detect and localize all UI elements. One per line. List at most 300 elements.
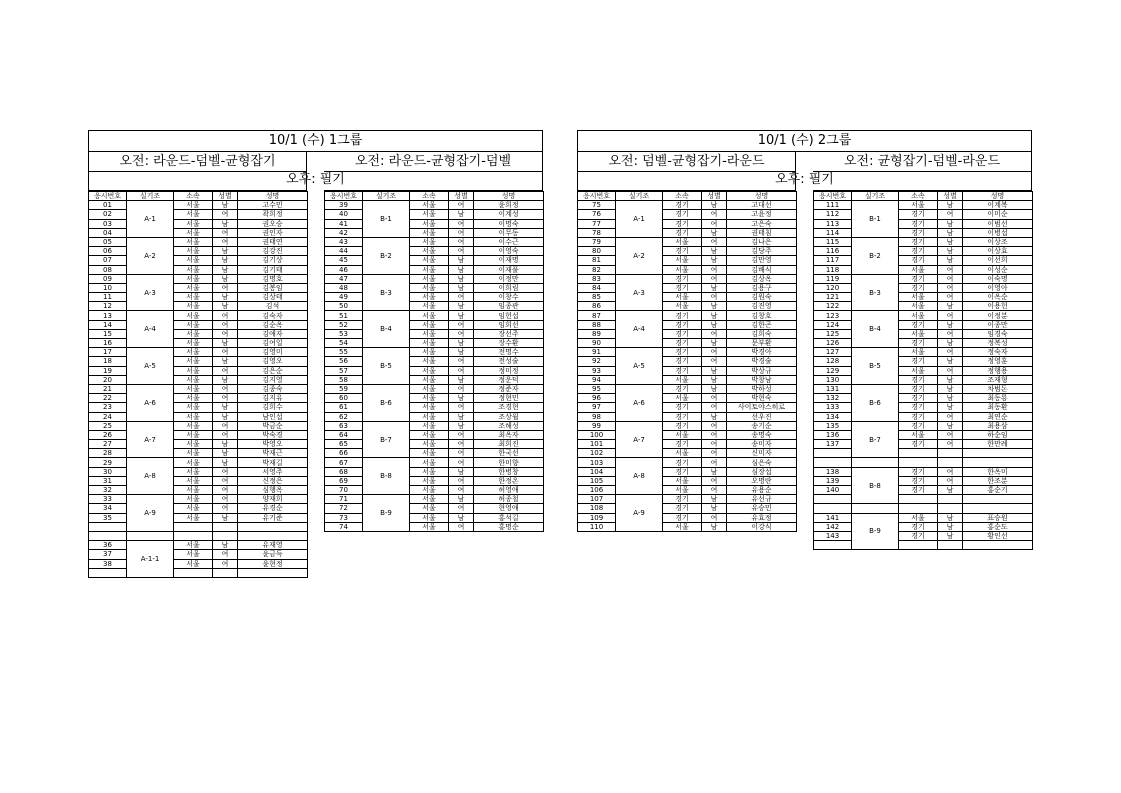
group1-title: 10/1 (수) 1그룹 (88, 131, 543, 152)
exam-number-cell: 24 (89, 412, 127, 421)
affiliation-cell: 경기 (899, 274, 938, 283)
table-row (325, 219, 544, 228)
table-row (325, 329, 544, 338)
table-row (89, 421, 308, 430)
table-row (89, 283, 308, 292)
exam-number-cell: 30 (89, 467, 127, 476)
exam-number-cell: 22 (89, 394, 127, 403)
table-row (325, 357, 544, 366)
gender-cell: 남 (449, 283, 474, 292)
table-row (578, 219, 797, 228)
affiliation-cell: 서울 (410, 467, 449, 476)
table-row (89, 201, 308, 210)
practical-group-cell: B-3 (363, 274, 410, 311)
affiliation-cell: 서울 (174, 458, 213, 467)
affiliation-cell: 서울 (410, 210, 449, 219)
name-cell: 김기상 (238, 256, 308, 265)
exam-number-cell: 125 (814, 329, 852, 338)
name-cell: 박재근 (238, 449, 308, 458)
gender-cell: 여 (702, 210, 727, 219)
column-header: 실기조 (616, 192, 663, 201)
affiliation-cell: 서울 (174, 283, 213, 292)
affiliation-cell: 경기 (899, 210, 938, 219)
name-cell: 이병섭 (963, 228, 1033, 237)
gender-cell: 남 (702, 495, 727, 504)
name-cell: 고은숙 (727, 219, 797, 228)
gender-cell: 여 (938, 311, 963, 320)
name-cell: 유승민 (727, 504, 797, 513)
name-cell: 김희수 (238, 403, 308, 412)
table-row (325, 237, 544, 246)
exam-number-cell: 142 (814, 522, 852, 531)
exam-number-cell: 75 (578, 201, 616, 210)
gender-cell: 남 (213, 247, 238, 256)
gender-cell: 남 (449, 495, 474, 504)
exam-number-cell: 123 (814, 311, 852, 320)
name-cell (963, 449, 1033, 458)
table-row (578, 412, 797, 421)
affiliation-cell: 서울 (174, 256, 213, 265)
table-row (325, 421, 544, 430)
affiliation-cell: 서울 (174, 228, 213, 237)
affiliation-cell: 서울 (663, 430, 702, 439)
table-row (325, 384, 544, 393)
exam-number-cell: 50 (325, 302, 363, 311)
exam-number-cell: 95 (578, 384, 616, 393)
table-row (325, 320, 544, 329)
table-row (325, 412, 544, 421)
practical-group-cell: A-3 (127, 274, 174, 311)
table-row (89, 559, 308, 568)
exam-number-cell: 28 (89, 449, 127, 458)
table-row (89, 403, 308, 412)
practical-group-cell: A-8 (127, 458, 174, 495)
table-row (89, 522, 308, 531)
name-cell: 홍석길 (474, 513, 544, 522)
practical-group-cell: A-5 (616, 348, 663, 385)
affiliation-cell: 서울 (174, 219, 213, 228)
table-row (578, 458, 797, 467)
affiliation-cell: 서울 (663, 256, 702, 265)
table-row (578, 210, 797, 219)
gender-cell: 남 (449, 513, 474, 522)
name-cell: 현영애 (474, 504, 544, 513)
gender-cell: 남 (938, 237, 963, 246)
affiliation-cell: 경기 (899, 467, 938, 476)
table-row (325, 274, 544, 283)
name-cell: 정영훈 (963, 357, 1033, 366)
group1-left-roster (88, 191, 308, 578)
affiliation-cell: 서울 (174, 237, 213, 246)
gender-cell: 남 (213, 256, 238, 265)
gender-cell: 여 (702, 513, 727, 522)
gender-cell: 여 (213, 320, 238, 329)
affiliation-cell: 경기 (899, 486, 938, 495)
affiliation-cell: 서울 (410, 449, 449, 458)
table-row (814, 522, 1033, 531)
affiliation-cell: 서울 (410, 412, 449, 421)
exam-number-cell: 12 (89, 302, 127, 311)
name-cell: 황인선 (963, 531, 1033, 540)
table-row (89, 237, 308, 246)
exam-number-cell: 77 (578, 219, 616, 228)
gender-cell: 남 (213, 440, 238, 449)
name-cell: 표승원 (963, 513, 1033, 522)
exam-number-cell: 29 (89, 458, 127, 467)
affiliation-cell: 서울 (410, 247, 449, 256)
exam-number-cell: 118 (814, 265, 852, 274)
affiliation-cell: 서울 (663, 449, 702, 458)
gender-cell: 여 (449, 357, 474, 366)
table-row (89, 311, 308, 320)
affiliation-cell: 경기 (899, 384, 938, 393)
gender-cell: 여 (449, 403, 474, 412)
table-row (814, 311, 1033, 320)
gender-cell: 여 (213, 430, 238, 439)
exam-number-cell: 40 (325, 210, 363, 219)
affiliation-cell: 서울 (410, 320, 449, 329)
table-row (89, 412, 308, 421)
column-header: 성별 (938, 192, 963, 201)
affiliation-cell: 서울 (899, 201, 938, 210)
affiliation-cell: 서울 (899, 513, 938, 522)
gender-cell: 남 (213, 403, 238, 412)
affiliation-cell: 경기 (663, 412, 702, 421)
table-row (89, 513, 308, 522)
affiliation-cell: 서울 (174, 274, 213, 283)
gender-cell: 여 (938, 366, 963, 375)
affiliation-cell: 서울 (410, 219, 449, 228)
affiliation-cell: 서울 (174, 348, 213, 357)
name-cell: 이상효 (963, 247, 1033, 256)
gender-cell: 남 (702, 467, 727, 476)
exam-number-cell: 26 (89, 430, 127, 439)
name-cell: 한병창 (474, 467, 544, 476)
table-row (578, 293, 797, 302)
exam-number-cell: 46 (325, 265, 363, 274)
table-row (325, 440, 544, 449)
gender-cell: 남 (938, 522, 963, 531)
exam-number-cell: 79 (578, 237, 616, 246)
table-row (814, 348, 1033, 357)
affiliation-cell: 서울 (174, 375, 213, 384)
gender-cell: 여 (702, 421, 727, 430)
name-cell: 김진영 (727, 302, 797, 311)
gender-cell: 여 (449, 440, 474, 449)
gender-cell: 남 (702, 228, 727, 237)
practical-group-cell: A-8 (616, 458, 663, 495)
exam-number-cell: 76 (578, 210, 616, 219)
exam-number-cell: 111 (814, 201, 852, 210)
name-cell: 김나은 (727, 237, 797, 246)
exam-number-cell: 64 (325, 430, 363, 439)
table-row (814, 320, 1033, 329)
name-cell: 김종숙 (238, 384, 308, 393)
affiliation-cell: 경기 (663, 283, 702, 292)
table-row (89, 504, 308, 513)
affiliation-cell: 서울 (899, 366, 938, 375)
exam-number-cell: 19 (89, 366, 127, 375)
table-row (325, 366, 544, 375)
gender-cell: 남 (938, 228, 963, 237)
table-row (578, 265, 797, 274)
name-cell: 이계성 (474, 210, 544, 219)
name-cell: 최희진 (474, 440, 544, 449)
table-row (814, 237, 1033, 246)
affiliation-cell: 서울 (174, 467, 213, 476)
practical-group-cell: B-1 (852, 201, 899, 238)
name-cell: 이용헌 (963, 302, 1033, 311)
exam-number-cell: 139 (814, 476, 852, 485)
name-cell: 윤희정 (474, 201, 544, 210)
exam-number-cell: 103 (578, 458, 616, 467)
exam-number-cell: 37 (89, 550, 127, 559)
exam-number-cell: 137 (814, 440, 852, 449)
exam-number-cell: 15 (89, 329, 127, 338)
name-cell: 한정온 (474, 476, 544, 485)
gender-cell: 여 (449, 449, 474, 458)
name-cell: 김여일 (238, 339, 308, 348)
table-row (325, 476, 544, 485)
practical-group-cell: B-5 (852, 348, 899, 385)
gender-cell: 여 (702, 403, 727, 412)
table-row (814, 201, 1033, 210)
exam-number-cell: 09 (89, 274, 127, 283)
affiliation-cell: 서울 (663, 237, 702, 246)
group1-left-am-schedule: 오전: 라운드-덤벨-균형잡기 (89, 152, 306, 172)
name-cell: 김상태 (238, 293, 308, 302)
exam-number-cell: 41 (325, 219, 363, 228)
name-cell: 이선희 (963, 256, 1033, 265)
name-cell: 김애자 (238, 329, 308, 338)
exam-number-cell: 136 (814, 430, 852, 439)
name-cell: 유효정 (727, 513, 797, 522)
affiliation-cell: 서울 (174, 504, 213, 513)
name-cell: 서영주 (238, 467, 308, 476)
table-row (814, 293, 1033, 302)
affiliation-cell: 서울 (174, 357, 213, 366)
name-cell: 고대선 (727, 201, 797, 210)
gender-cell: 여 (213, 384, 238, 393)
exam-number-cell: 68 (325, 467, 363, 476)
exam-number-cell: 94 (578, 375, 616, 384)
exam-number-cell: 39 (325, 201, 363, 210)
name-cell: 정준자 (474, 384, 544, 393)
gender-cell: 남 (938, 247, 963, 256)
table-row (89, 228, 308, 237)
exam-number-cell: 57 (325, 366, 363, 375)
exam-number-cell: 56 (325, 357, 363, 366)
exam-number-cell: 86 (578, 302, 616, 311)
practical-group-cell: B-2 (363, 237, 410, 274)
table-row (325, 265, 544, 274)
affiliation-cell: 경기 (663, 440, 702, 449)
affiliation-cell: 서울 (174, 430, 213, 439)
affiliation-cell: 경기 (899, 247, 938, 256)
gender-cell: 남 (449, 265, 474, 274)
name-cell: 김창호 (727, 311, 797, 320)
gender-cell: 여 (702, 265, 727, 274)
gender-cell: 여 (213, 329, 238, 338)
group1-panel (88, 130, 543, 568)
affiliation-cell: 경기 (663, 421, 702, 430)
gender-cell: 여 (938, 430, 963, 439)
name-cell: 김석 (238, 302, 308, 311)
exam-number-cell: 98 (578, 412, 616, 421)
column-header: 실기조 (852, 192, 899, 201)
name-cell: 임종관 (474, 302, 544, 311)
practical-group-cell: B-1 (363, 201, 410, 238)
name-cell: 박상규 (727, 366, 797, 375)
exam-number-cell: 61 (325, 403, 363, 412)
exam-number-cell: 132 (814, 394, 852, 403)
gender-cell: 남 (702, 247, 727, 256)
affiliation-cell: 경기 (899, 357, 938, 366)
gender-cell: 남 (213, 265, 238, 274)
exam-number-cell: 107 (578, 495, 616, 504)
affiliation-cell: 서울 (174, 247, 213, 256)
table-row (578, 357, 797, 366)
name-cell: 이영숙 (474, 247, 544, 256)
exam-number-cell: 16 (89, 339, 127, 348)
affiliation-cell: 서울 (410, 256, 449, 265)
group1-right-roster (324, 191, 544, 532)
affiliation-cell: 서울 (410, 228, 449, 237)
exam-number-cell: 88 (578, 320, 616, 329)
name-cell: 윤금득 (238, 550, 308, 559)
table-row (89, 550, 308, 559)
exam-number-cell: 135 (814, 421, 852, 430)
name-cell: 임경숙 (963, 329, 1033, 338)
exam-number-cell: 01 (89, 201, 127, 210)
table-row (814, 384, 1033, 393)
name-cell: 선우진 (727, 412, 797, 421)
gender-cell: 여 (449, 237, 474, 246)
affiliation-cell: 서울 (174, 366, 213, 375)
gender-cell: 남 (449, 394, 474, 403)
table-row (814, 531, 1033, 540)
exam-number-cell: 43 (325, 237, 363, 246)
group1-right-am-schedule: 오전: 라운드-균형잡기-덤벨 (324, 152, 542, 172)
name-cell (963, 541, 1033, 550)
affiliation-cell: 서울 (663, 394, 702, 403)
table-row (578, 311, 797, 320)
table-row (325, 247, 544, 256)
exam-number-cell: 49 (325, 293, 363, 302)
practical-group-cell: B-4 (852, 311, 899, 348)
exam-number-cell: 101 (578, 440, 616, 449)
exam-number-cell: 08 (89, 265, 127, 274)
name-cell: 유재영 (238, 541, 308, 550)
table-row (89, 375, 308, 384)
affiliation-cell: 서울 (174, 421, 213, 430)
table-row (578, 274, 797, 283)
gender-cell: 여 (702, 430, 727, 439)
name-cell: 사이토야스히로 (727, 403, 797, 412)
gender-cell: 남 (213, 513, 238, 522)
exam-number-cell: 104 (578, 467, 616, 476)
affiliation-cell: 서울 (174, 201, 213, 210)
affiliation-cell: 서울 (174, 476, 213, 485)
gender-cell: 남 (938, 339, 963, 348)
affiliation-cell (174, 568, 213, 577)
name-cell: 이창수 (474, 293, 544, 302)
gender-cell: 남 (449, 339, 474, 348)
gender-cell: 남 (702, 412, 727, 421)
header-row (325, 192, 544, 201)
gender-cell: 남 (702, 256, 727, 265)
exam-number-cell: 106 (578, 486, 616, 495)
table-row (814, 412, 1033, 421)
exam-number-cell: 52 (325, 320, 363, 329)
affiliation-cell: 경기 (899, 531, 938, 540)
affiliation-cell: 서울 (663, 486, 702, 495)
gender-cell: 여 (449, 228, 474, 237)
name-cell: 허종철 (474, 495, 544, 504)
practical-group-cell: B-8 (363, 458, 410, 495)
affiliation-cell: 서울 (174, 559, 213, 568)
name-cell: 김희숙 (727, 329, 797, 338)
affiliation-cell: 서울 (410, 237, 449, 246)
affiliation-cell: 서울 (410, 384, 449, 393)
gender-cell: 여 (702, 219, 727, 228)
affiliation-cell: 경기 (663, 228, 702, 237)
gender-cell: 남 (938, 394, 963, 403)
affiliation-cell: 서울 (899, 265, 938, 274)
name-cell: 박영오 (238, 440, 308, 449)
name-cell: 정미정 (474, 366, 544, 375)
gender-cell: 남 (449, 311, 474, 320)
gender-cell: 여 (938, 210, 963, 219)
name-cell: 김은순 (238, 366, 308, 375)
exam-number-cell: 84 (578, 283, 616, 292)
exam-number-cell: 71 (325, 495, 363, 504)
exam-number-cell: 116 (814, 247, 852, 256)
name-cell: 한미향 (474, 458, 544, 467)
affiliation-cell: 경기 (899, 394, 938, 403)
name-cell: 이계복 (963, 201, 1033, 210)
name-cell: 이종만 (963, 320, 1033, 329)
exam-number-cell: 48 (325, 283, 363, 292)
gender-cell: 남 (938, 513, 963, 522)
name-cell: 김원숙 (727, 293, 797, 302)
gender-cell: 남 (449, 348, 474, 357)
name-cell: 이명숙 (474, 219, 544, 228)
group2-left-roster (577, 191, 797, 532)
gender-cell: 여 (449, 522, 474, 531)
column-header: 소속 (663, 192, 702, 201)
table-row (814, 339, 1033, 348)
gender-cell: 남 (213, 449, 238, 458)
gender-cell: 남 (938, 531, 963, 540)
affiliation-cell: 경기 (899, 283, 938, 292)
table-row (89, 339, 308, 348)
exam-number-cell: 143 (814, 531, 852, 540)
exam-number-cell: 67 (325, 458, 363, 467)
name-cell: 홍순기 (963, 486, 1033, 495)
table-row (814, 430, 1033, 439)
name-cell: 장수환 (474, 339, 544, 348)
gender-cell: 여 (702, 440, 727, 449)
table-row (325, 283, 544, 292)
practical-group-cell: B-7 (852, 421, 899, 458)
gender-cell: 여 (449, 486, 474, 495)
gender-cell: 남 (449, 210, 474, 219)
table-row (578, 348, 797, 357)
exam-number-cell: 92 (578, 357, 616, 366)
gender-cell: 여 (213, 476, 238, 485)
exam-number-cell: 117 (814, 256, 852, 265)
